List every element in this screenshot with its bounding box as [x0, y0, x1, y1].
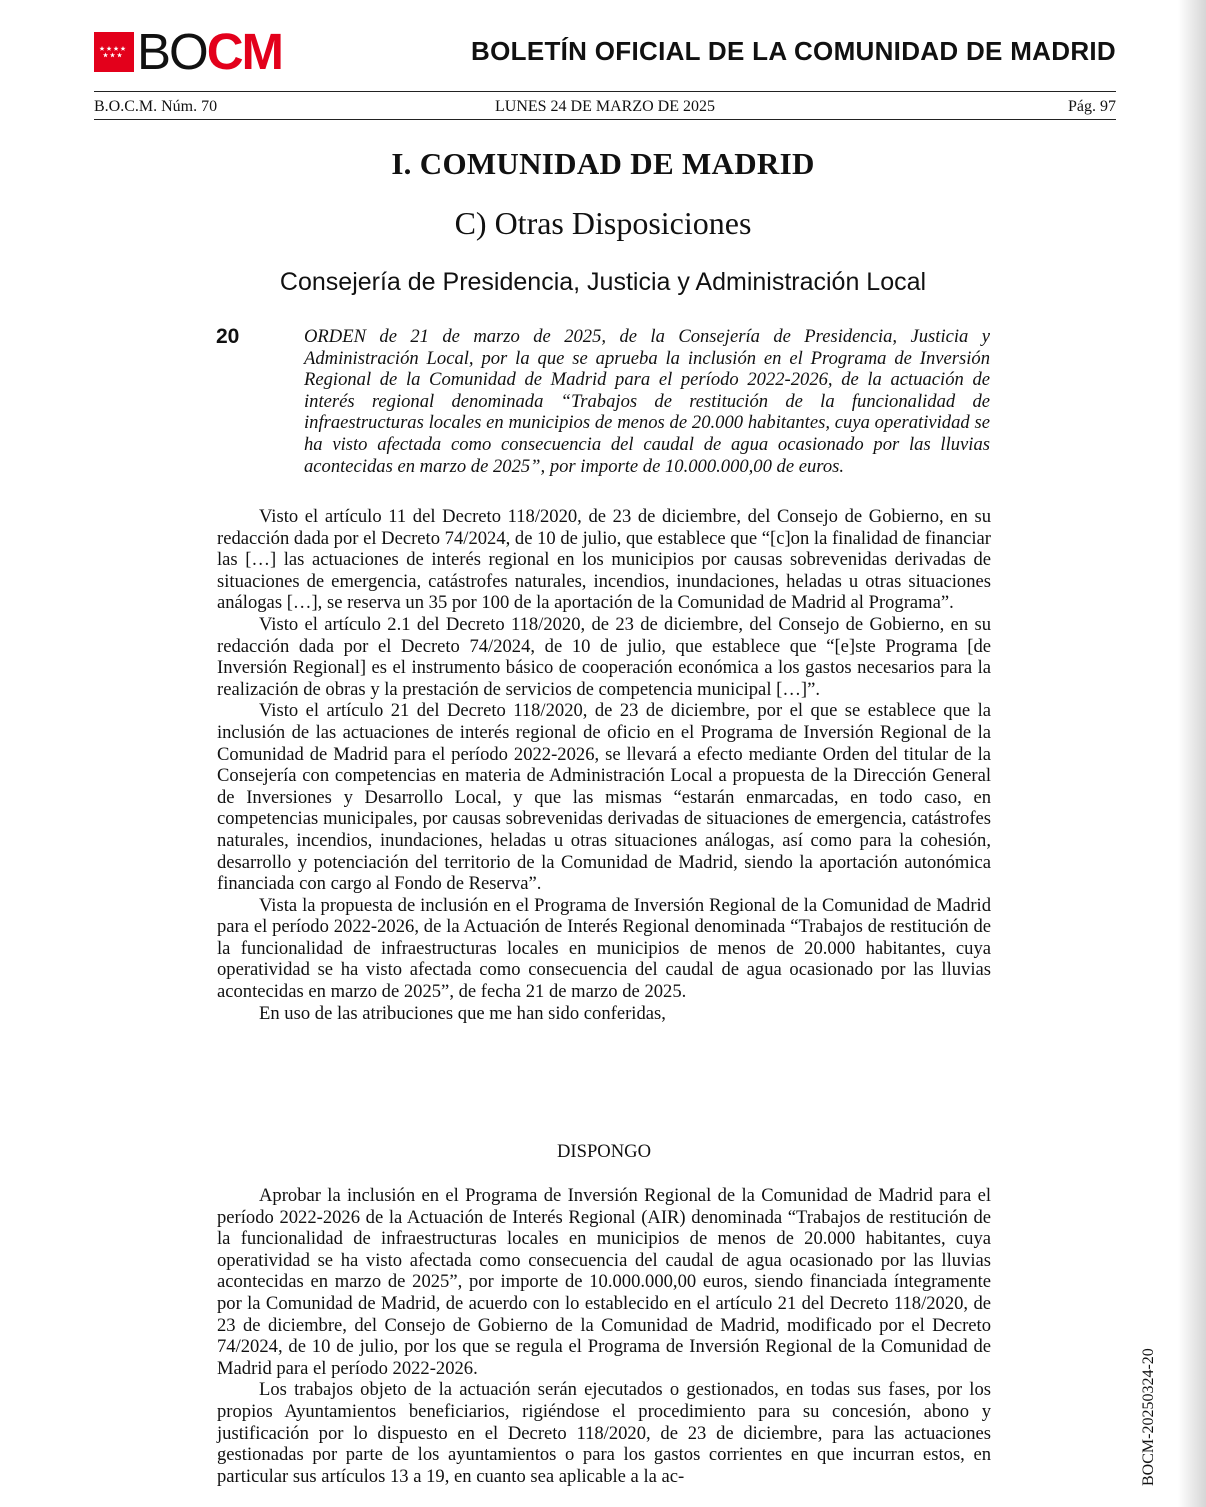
preamble-paragraph: En uso de las atribuciones que me han sido conferidas, [259, 1002, 666, 1024]
disposition-paragraph: Los trabajos objeto de la actuación serán ejecutados o gestionados, en todas sus fases, por los propios Ayuntamientos beneficiarios, rigiéndose el procedimiento para su concesión, abono y justificación por lo dispuesto en el Decreto 118/2020, de 23 de diciembre, para las actuaciones gestionadas por parte de los ayuntamientos o para los gastos corrientes en que incurran estos, en particular sus artículos 13 a 19, en cuanto sea aplicable a la ac- [217, 1379, 991, 1487]
header-rule-bottom [94, 119, 1116, 120]
order-number: 20 [216, 325, 240, 348]
issue-date: LUNES 24 DE MARZO DE 2025 [495, 98, 715, 115]
preamble-paragraph: Vista la propuesta de inclusión en el Programa de Inversión Regional de la Comunidad de Madrid para el período 2022-2026, de la Actuación de Interés Regional denominada “Trabajos de restitución de la funcionalidad de infraestructuras locales en municipios de menos de 20.000 habitantes, cuya operatividad se ha visto afectada como consecuencia del caudal de agua ocasionado por las lluvias acontecidas en marzo de 2025”, de fecha 21 de marzo de 2025. [217, 894, 991, 1003]
logo-wordmark [137, 23, 283, 80]
header-rule-top [94, 91, 1116, 92]
bocm-logo [94, 23, 283, 80]
department-title: Consejería de Presidencia, Justicia y Administración Local [279, 268, 927, 296]
preamble [217, 506, 991, 1024]
order-summary: ORDEN de 21 de marzo de 2025, de la Consejería de Presidencia, Justicia y Administración Local, por la que se aprueba la inclusión en el Programa de Inversión Regional de la Comunidad de Madrid para el período 2022-2026, de la actuación de interés regional denominada “Trabajos de restitución de la funcionalidad de infraestructuras locales en municipios de menos de 20.000 habitantes, cuya operatividad se ha visto afectada como consecuencia del caudal de agua ocasionado por las lluvias acontecidas en marzo de 2025”, por importe de 10.000.000,00 de euros. [304, 326, 990, 477]
document-identifier: BOCM-20250324-20 [1140, 1348, 1157, 1486]
issue-number: B.O.C.M. Núm. 70 [94, 98, 218, 115]
page-number: Pág. 97 [1068, 98, 1116, 115]
bulletin-title: BOLETÍN OFICIAL DE LA COMUNIDAD DE MADRID [471, 36, 1116, 66]
madrid-seven-stars-icon [94, 32, 134, 72]
dispongo-heading: DISPONGO [556, 1141, 651, 1162]
logo-wordmark-cm: CM [206, 23, 283, 80]
page-header [94, 23, 1116, 80]
section-title: I. COMUNIDAD DE MADRID [391, 146, 815, 181]
logo-wordmark-bo: BO [137, 23, 207, 80]
preamble-paragraph: Visto el artículo 2.1 del Decreto 118/2020, de 23 de diciembre, del Consejo de Gobierno, en su redacción dada por el Decreto 74/2024, de 10 de julio, que establece que “[e]ste Programa [de Inversión Regional] es el instrumento básico de cooperación económica a los gastos necesarios para la realización de obras y la prestación de servicios de competencia municipal […]”. [217, 613, 991, 700]
issue-meta-line [94, 96, 1116, 118]
disposition [217, 1185, 991, 1487]
subsection-title: C) Otras Disposiciones [454, 205, 752, 241]
disposition-paragraph: Aprobar la inclusión en el Programa de Inversión Regional de la Comunidad de Madrid para el período 2022-2026 de la Actuación de Interés Regional (AIR) denominada “Trabajos de restitución de la funcionalidad de infraestructuras locales en municipios de menos de 20.000 habitantes, cuya operatividad se ha visto afectada como consecuencia del caudal de agua ocasionado por las lluvias acontecidas en marzo de 2025”, por importe de 10.000.000,00 euros, siendo financiada íntegramente por la Comunidad de Madrid, de acuerdo con lo establecido en el artículo 21 del Decreto 118/2020, de 23 de diciembre, del Consejo de Gobierno de la Comunidad de Madrid, modificado por el Decreto 74/2024, de 10 de julio, por los que se regula el Programa de Inversión Regional de la Comunidad de Madrid para el período 2022-2026. [217, 1185, 991, 1379]
preamble-paragraph: Visto el artículo 21 del Decreto 118/2020, de 23 de diciembre, por el que se establece que la inclusión de las actuaciones de interés regional de oficio en el Programa de Inversión Regional de la Comunidad de Madrid para el período 2022-2026, se llevará a efecto mediante Orden del titular de la Consejería con competencias en materia de Administración Local a propuesta de la Dirección General de Inversiones y Desarrollo Local, y que las mismas “estarán enmarcadas, en todo caso, en competencias municipales, por causas sobrevenidas derivadas de situaciones de emergencia, catástrofes naturales, incendios, inundaciones, heladas u otras situaciones análogas, así como para la cohesión, desarrollo y potenciación del territorio de la Comunidad de Madrid, siendo la aportación autonómica financiada con cargo al Fondo de Reserva”. [217, 700, 991, 895]
preamble-paragraph: Visto el artículo 11 del Decreto 118/2020, de 23 de diciembre, del Consejo de Gobierno, en su redacción dada por el Decreto 74/2024, de 10 de julio, que establece que “[c]on la finalidad de financiar las […] las actuaciones de interés regional en los municipios por causas sobrevenidas derivadas de situaciones de emergencia, catástrofes naturales, incendios, inundaciones, heladas u otras situaciones análogas […], se reserva un 35 por 100 de la aportación de la Comunidad de Madrid al Programa”. [217, 506, 991, 614]
